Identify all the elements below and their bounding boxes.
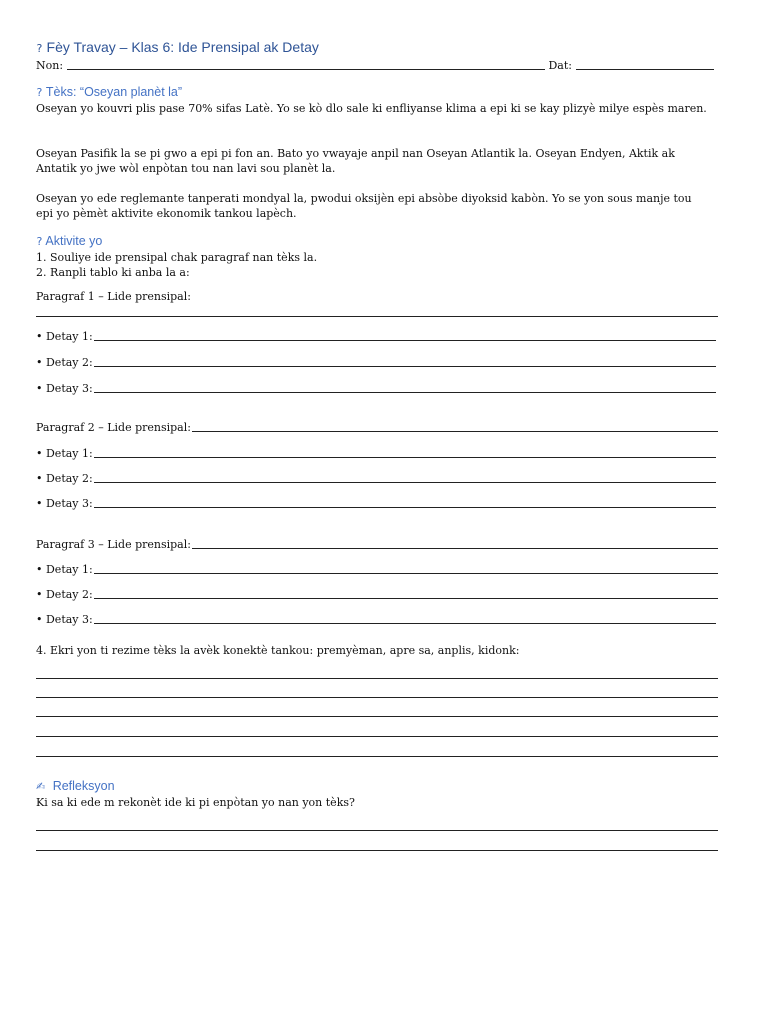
summary-line-5[interactable] [36,756,718,757]
detail-answer-line[interactable] [94,507,716,508]
worksheet-title [36,38,319,58]
name-field[interactable] [67,69,545,70]
paragraph-1-detail-3: • Detay 3: [36,381,716,396]
date-field[interactable] [576,69,714,70]
reflection-line-2[interactable] [36,850,718,851]
paragraph-1-detail-1: • Detay 1: [36,329,716,344]
summary-line-3[interactable] [36,716,718,717]
title-text: Fèy Travay – Klas 6: Ide Prensipal ak Detay [46,39,319,55]
paragraph-1-detail-2: • Detay 2: [36,355,716,370]
detail-answer-line[interactable] [94,623,716,624]
paragraph-1-main-idea-line[interactable] [36,316,718,317]
date-label: Dat: [548,59,572,72]
text-paragraph-1: Oseyan yo kouvri plis pase 70% sifas Latè. Yo se kò dlo sale ki enfliyanse klima a epi ki se kay plizyè milye espès maren. [36,102,707,115]
text-section-heading: ? Tèks: “Oseyan planèt la” [36,85,183,99]
paragraph-2-detail-2: • Detay 2: [36,471,716,486]
summary-line-1[interactable] [36,678,718,679]
paragraph-1-label: Paragraf 1 – Lide prensipal: [36,290,191,303]
reflection-heading: ✍ Refleksyon [36,779,115,793]
name-label: Non: [36,59,64,72]
detail-answer-line[interactable] [94,573,718,574]
detail-answer-line[interactable] [94,598,718,599]
paragraph-3-detail-1: • Detay 1: [36,562,718,577]
text-paragraph-2: Oseyan Pasifik la se pi gwo a epi pi fon an. Bato yo vwayaje anpil nan Oseyan Atlantik la. Oseyan Endyen, Aktik ak Antatik yo jwe wòl enpòtan tou nan lavi sou planèt la. [36,147,675,175]
text-paragraph-3: Oseyan yo ede reglemante tanperati mondyal la, pwodui oksijèn epi absòbe diyoksid kabòn. Yo se yon sous manje tou epi yo pèmèt aktivite ekonomik tankou lapèch. [36,192,692,220]
missing-glyph-icon: ? [36,42,43,55]
main-idea-answer-line[interactable] [192,431,718,432]
summary-line-4[interactable] [36,736,718,737]
missing-glyph-icon: ? [36,86,43,99]
paragraph-2-detail-3: • Detay 3: [36,496,716,511]
paragraph-2-main-idea: Paragraf 2 – Lide prensipal: [36,420,718,435]
reflection-question: Ki sa ki ede m rekonèt ide ki pi enpòtan yo nan yon tèks? [36,796,355,809]
detail-answer-line[interactable] [94,366,716,367]
summary-prompt: 4. Ekri yon ti rezime tèks la avèk konektè tankou: premyèman, apre sa, anplis, kidonk: [36,644,520,657]
detail-answer-line[interactable] [94,457,716,458]
detail-answer-line[interactable] [94,392,716,393]
detail-answer-line[interactable] [94,340,716,341]
summary-line-2[interactable] [36,697,718,698]
paragraph-2-detail-1: • Detay 1: [36,446,716,461]
name-date-row [36,58,714,73]
writing-hand-icon: ✍ [36,780,46,793]
missing-glyph-icon: ? [36,235,43,248]
instruction-2: 2. Ranpli tablo ki anba la a: [36,266,190,279]
reflection-line-1[interactable] [36,830,718,831]
instruction-1: 1. Souliye ide prensipal chak paragraf nan tèks la. [36,251,318,264]
detail-answer-line[interactable] [94,482,716,483]
paragraph-3-detail-2: • Detay 2: [36,587,718,602]
paragraph-3-main-idea: Paragraf 3 – Lide prensipal: [36,537,718,552]
activity-section-heading: ? Aktivite yo [36,234,103,248]
paragraph-3-detail-3: • Detay 3: [36,612,716,627]
main-idea-answer-line[interactable] [192,548,718,549]
